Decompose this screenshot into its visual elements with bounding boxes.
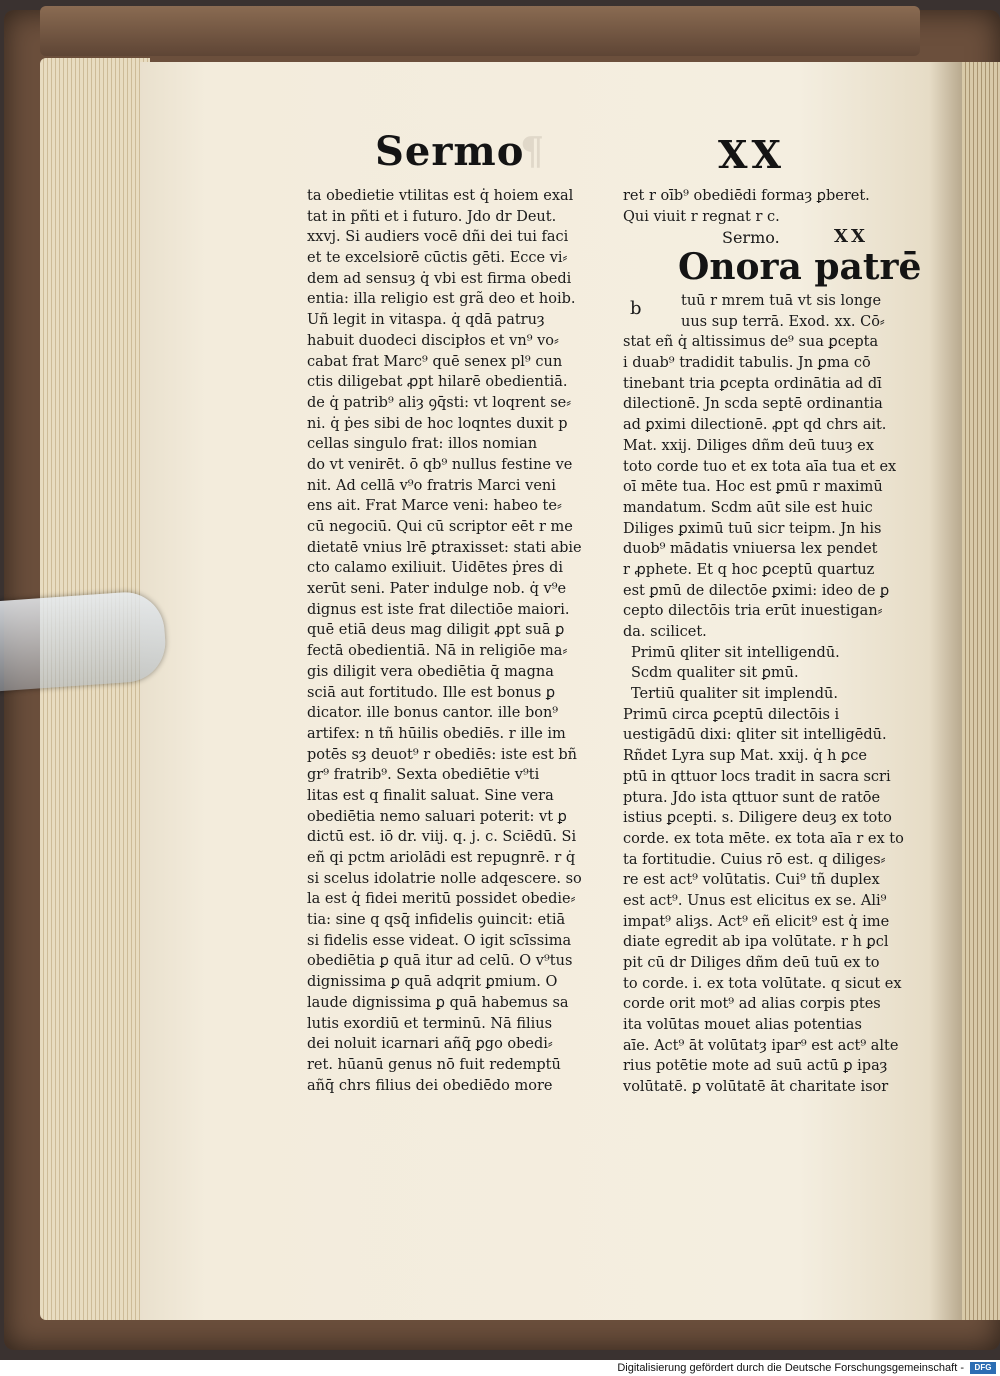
- dfg-logo: DFG: [970, 1362, 996, 1374]
- left-page-edges: [40, 58, 150, 1320]
- text-line: da. scilicet.: [623, 624, 707, 640]
- text-line: entia: illa religio est grã deo et hoib.: [307, 291, 576, 308]
- text-line: tat in pñti et i futuro. Jdo dr Deut.: [307, 208, 557, 225]
- text-line: diate egredit ab ipa volūtate. r h ꝑcl: [623, 934, 889, 951]
- text-line: añq̄ chrs filius dei obediēdo more: [307, 1077, 553, 1094]
- text-line: cū negociū. Qui cū scriptor eēt r me: [307, 519, 573, 535]
- footer-credit: Digitalisierung gefördert durch die Deutsche Forschungsgemeinschaft -: [617, 1362, 964, 1374]
- text-line: Tertiū qualiter sit implendū.: [631, 686, 838, 703]
- text-line: dei noluit icarnari añq̄ ꝑgo obedi⸗: [307, 1036, 553, 1053]
- text-line: tuū r mrem tuā vt sis longe: [681, 293, 882, 309]
- text-line: xxvj. Si audiers vocē dñi dei tui faci: [307, 229, 569, 246]
- sermon-heading-label: Sermo.: [722, 228, 780, 247]
- text-line: ret. hūanū genus nō fuit redemptū: [307, 1056, 561, 1073]
- text-line: gr⁹ fratrib⁹. Sexta obediētie v⁹ti: [307, 767, 540, 784]
- text-line: sciā aut fortitudo. Ille est bonus ꝑ: [307, 684, 556, 701]
- text-line: dignissima ꝑ quā adqrit ꝑmium. O: [307, 974, 558, 991]
- text-line: Qui viuit r regnat r c.: [623, 208, 780, 225]
- text-line: ret r oīb⁹ obediēdi formaȝ ꝑberet.: [623, 188, 870, 204]
- text-line: mandatum. Scdm aūt sile est huic: [623, 499, 873, 516]
- text-line: est act⁹. Unus est elicitus ex se. Ali⁹: [623, 892, 887, 909]
- footer-bar: [0, 1360, 1000, 1376]
- text-line: ptura. Jdo ista qttuor sunt de ratōe: [623, 789, 881, 806]
- text-line: obediētia ꝑ quā itur ad celū. O v⁹tus: [307, 953, 573, 970]
- text-line: obediētia nemo saluari poterit: vt ꝑ: [307, 808, 567, 825]
- text-line: Scdm qualiter sit ꝑmū.: [631, 665, 799, 682]
- text-line: cto calamo exiliuit. Uidētes ṗres di: [307, 560, 564, 577]
- sermon-incipit: Onora patrē: [678, 246, 922, 288]
- text-line: xerūt seni. Pater indulge nob. q̇ v⁹e: [307, 581, 567, 598]
- text-line: corde orit mot⁹ ad alias corpis ptes: [623, 996, 881, 1013]
- text-line: Primū qliter sit intelligendū.: [631, 644, 840, 661]
- text-line: si scelus idolatrie nolle adqescere. so: [307, 870, 582, 887]
- text-line: duob⁹ mādatis vniuersa lex pendet: [623, 541, 878, 558]
- text-line: lutis exordiū et terminū. Nā filius: [307, 1015, 553, 1032]
- text-line: quē etiā deus mag diligit ꝓpt suā ꝑ: [307, 622, 565, 639]
- text-line: cabat frat Marc⁹ quē senex pl⁹ cun: [307, 353, 563, 370]
- right-page-edges: [962, 62, 1000, 1320]
- text-line: uus sup terrā. Exod. xx. Cō⸗: [681, 313, 885, 330]
- text-line: dignus est iste frat dilectiōe maiori.: [307, 601, 570, 618]
- text-line: Uñ legit in vitaspa. q̇ qdā patruȝ: [307, 312, 545, 329]
- text-column-right: [623, 291, 923, 1098]
- text-line: corde. ex tota mēte. ex tota aīa r ex to: [623, 830, 904, 847]
- text-line: volūtatē. ꝑ volūtatē āt charitate isor: [623, 1079, 889, 1096]
- text-line: pit cū dr Diliges dñm deū tuū ex to: [623, 955, 880, 971]
- text-line: Mat. xxij. Diliges dñm deū tuuȝ ex: [623, 437, 874, 454]
- text-line: ad ꝑximi dilectionē. ꝓpt qd chrs ait.: [623, 417, 887, 434]
- text-line: oī mēte tua. Hoc est ꝑmū r maximū: [623, 479, 883, 496]
- text-line: cepto dilectōis tria erūt inuestigan⸗: [623, 603, 883, 620]
- text-line: nit. Ad cellā v⁹o fratris Marci veni: [307, 477, 556, 494]
- text-line: ni. q̇ ṗes sibi de hoc loqntes duxit p: [307, 415, 568, 432]
- bleed-through-text: ¶: [520, 128, 545, 173]
- running-head-right: XX: [718, 132, 785, 177]
- text-line: gis diligit vera obediētia q̄ magna: [307, 663, 554, 680]
- text-line: la est q̇ fidei meritū possidet obedie⸗: [307, 891, 576, 908]
- text-line: to corde. i. ex tota volūtate. q sicut ex: [623, 975, 902, 992]
- text-line: dietatē vnius lrē ꝑtraxisset: stati abie: [307, 539, 582, 556]
- text-line: Primū circa ꝑceptū dilectōis i: [623, 706, 840, 723]
- text-line: dicator. ille bonus cantor. ille bon⁹: [307, 705, 559, 722]
- text-line: toto corde tuo et ex tota aīa tua et ex: [623, 458, 897, 475]
- text-line: ta obedietie vtilitas est q̇ hoiem exal: [307, 188, 574, 204]
- text-line: laude dignissima ꝑ quā habemus sa: [307, 994, 569, 1011]
- book-spine-top: [40, 6, 920, 56]
- text-line: stat eñ q̇ altissimus de⁹ sua ꝑcepta: [623, 334, 879, 351]
- text-line: potēs sȝ deuot⁹ r obediēs: iste est bñ: [307, 746, 578, 763]
- text-line: dilectionē. Jn scda septē ordinantia: [623, 396, 883, 413]
- text-column-right-top: [623, 186, 870, 227]
- text-line: Rñdet Lyra sup Mat. xxij. q̇ h ꝑce: [623, 748, 867, 765]
- text-line: si fidelis esse videat. O igit scīssima: [307, 932, 572, 949]
- text-column-left: [307, 186, 612, 1096]
- sermon-heading-number: XX: [834, 226, 868, 247]
- text-line: uestigādū dixi: qliter sit intelligēdū.: [623, 727, 887, 744]
- text-line: dem ad sensuȝ q̇ vbi est firma obedi: [307, 270, 572, 287]
- text-line: Diliges ꝑximū tuū sicr teipm. Jn his: [623, 520, 882, 537]
- text-line: do vt venirēt. ō qb⁹ nullus festine ve: [307, 456, 573, 473]
- text-line: ens ait. Frat Marce veni: habeo te⸗: [307, 498, 562, 515]
- incipit-initial-letter: b: [630, 298, 642, 319]
- text-line: fectā obedientiā. Nā in religiōe ma⸗: [307, 643, 568, 660]
- running-head-left: Sermo: [375, 128, 525, 175]
- text-line: r ꝓphete. Et q hoc ꝑceptū quartuz: [623, 561, 875, 578]
- text-line: artifex: n tñ hūilis obediēs. r ille im: [307, 725, 566, 742]
- page-holder-clip: [0, 590, 168, 693]
- text-line: ptū in qttuor locs tradit in sacra scri: [623, 768, 891, 785]
- text-line: dictū est. iō dr. viij. q. j. c. Sciēdū. Si: [307, 829, 577, 846]
- text-line: tia: sine q qsq̄ infidelis ꝯuincit: etiā: [307, 912, 566, 929]
- text-line: aīe. Act⁹ āt volūtatȝ ipar⁹ est act⁹ alte: [623, 1037, 899, 1054]
- text-line: rius potētie mote ad suū actū ꝑ ipaȝ: [623, 1058, 888, 1075]
- text-line: cellas singulo frat: illos nomian: [307, 436, 538, 453]
- text-line: et te excelsiorē cūctis gēti. Ecce vi⸗: [307, 250, 568, 267]
- text-line: de q̇ patrib⁹ aliȝ ꝯq̄sti: vt loqrent se⸗: [307, 394, 572, 411]
- text-line: ctis diligebat ꝓpt hilarē obedientiā.: [307, 374, 568, 391]
- text-line: ta fortitudie. Cuius rō est. q diliges⸗: [623, 851, 886, 868]
- text-line: istius ꝑcepti. s. Diligere deuȝ ex toto: [623, 810, 892, 827]
- text-line: re est act⁹ volūtatis. Cui⁹ tñ duplex: [623, 872, 880, 889]
- text-line: impat⁹ aliȝs. Act⁹ eñ elicit⁹ est q̇ ime: [623, 913, 890, 930]
- text-line: habuit duodeci discipłos et vn⁹ vo⸗: [307, 332, 559, 349]
- text-line: ita volūtas mouet alias potentias: [623, 1017, 862, 1034]
- text-line: tinebant tria ꝑcepta ordinātia ad dī: [623, 375, 882, 392]
- text-line: litas est q finalit saluat. Sine vera: [307, 787, 554, 804]
- text-line: i duab⁹ tradidit tabulis. Jn ꝑma cō: [623, 355, 871, 372]
- text-line: est ꝑmū de dilectōe ꝑximi: ideo de ꝑ: [623, 582, 890, 599]
- text-line: eñ qi pctm ariolādi est repugnrē. r q̇: [307, 850, 576, 866]
